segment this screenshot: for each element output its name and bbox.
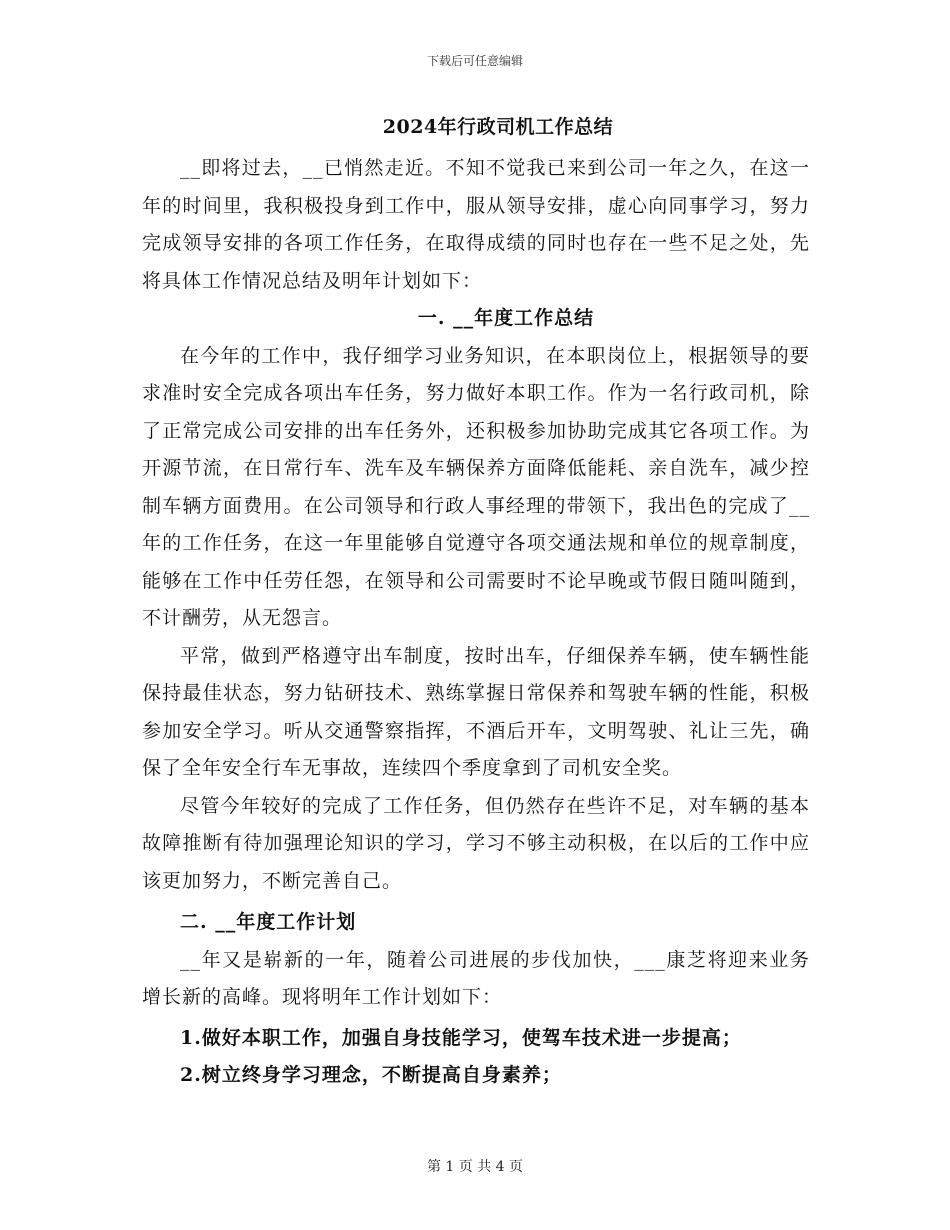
- plan-item-1: 1.做好本职工作，加强自身技能学习，使驾车技术进一步提高；: [180, 1026, 742, 1049]
- section-1-paragraph-2: 平常，做到严格遵守出车制度，按时出车，仔细保养车辆，使车辆性能保持最佳状态，努力钻研技术、熟练掌握日常保养和驾驶车辆的性能，积极参加安全学习。听从交通警察指挥，不酒后开车，文明驾驶、礼让三先，确保了全年安全行车无事故，连续四个季度拿到了司机安全奖。: [142, 644, 810, 779]
- document-body: [142, 150, 810, 1095]
- section-2-intro: __年又是崭新的一年，随着公司进展的步伐加快，___康芝将迎来业务增长新的高峰。现将明年工作计划如下：: [142, 948, 810, 1008]
- section-1-heading: 一. __年度工作总结: [417, 307, 595, 329]
- section-1-paragraph-3: 尽管今年较好的完成了工作任务，但仍然存在些许不足，对车辆的基本故障推断有待加强理论知识的学习，学习不够主动积极，在以后的工作中应该更加努力，不断完善自己。: [142, 794, 810, 892]
- document-title: 2024年行政司机工作总结: [382, 116, 614, 138]
- plan-item-2: 2.树立终身学习理念，不断提高自身素养；: [180, 1064, 562, 1086]
- section-2-heading: 二. __年度工作计划: [180, 911, 357, 933]
- section-1-paragraph-1: 在今年的工作中，我仔细学习业务知识，在本职岗位上，根据领导的要求准时安全完成各项出车任务，努力做好本职工作。作为一名行政司机，除了正常完成公司安排的出车任务外，还积极参加协助完成其它各项工作。为开源节流，在日常行车、洗车及车辆保养方面降低能耗、亲自洗车，减少控制车辆方面费用。在公司领导和行政人事经理的带领下，我出色的完成了__年的工作任务，在这一年里能够自觉遵守各项交通法规和单位的规章制度，能够在工作中任劳任怨，在领导和公司需要时不论早晚或节假日随叫随到，不计酬劳，从无怨言。: [142, 344, 810, 629]
- header-note: 下载后可任意编辑: [426, 54, 523, 68]
- page-number-footer: 第 1 页 共 4 页: [426, 1159, 524, 1175]
- intro-paragraph: __即将过去，__已悄然走近。不知不觉我已来到公司一年之久，在这一年的时间里，我积极投身到工作中，服从领导安排，虚心向同事学习，努力完成领导安排的各项工作任务，在取得成绩的同时也存在一些不足之处，先将具体工作情况总结及明年计划如下：: [142, 157, 810, 292]
